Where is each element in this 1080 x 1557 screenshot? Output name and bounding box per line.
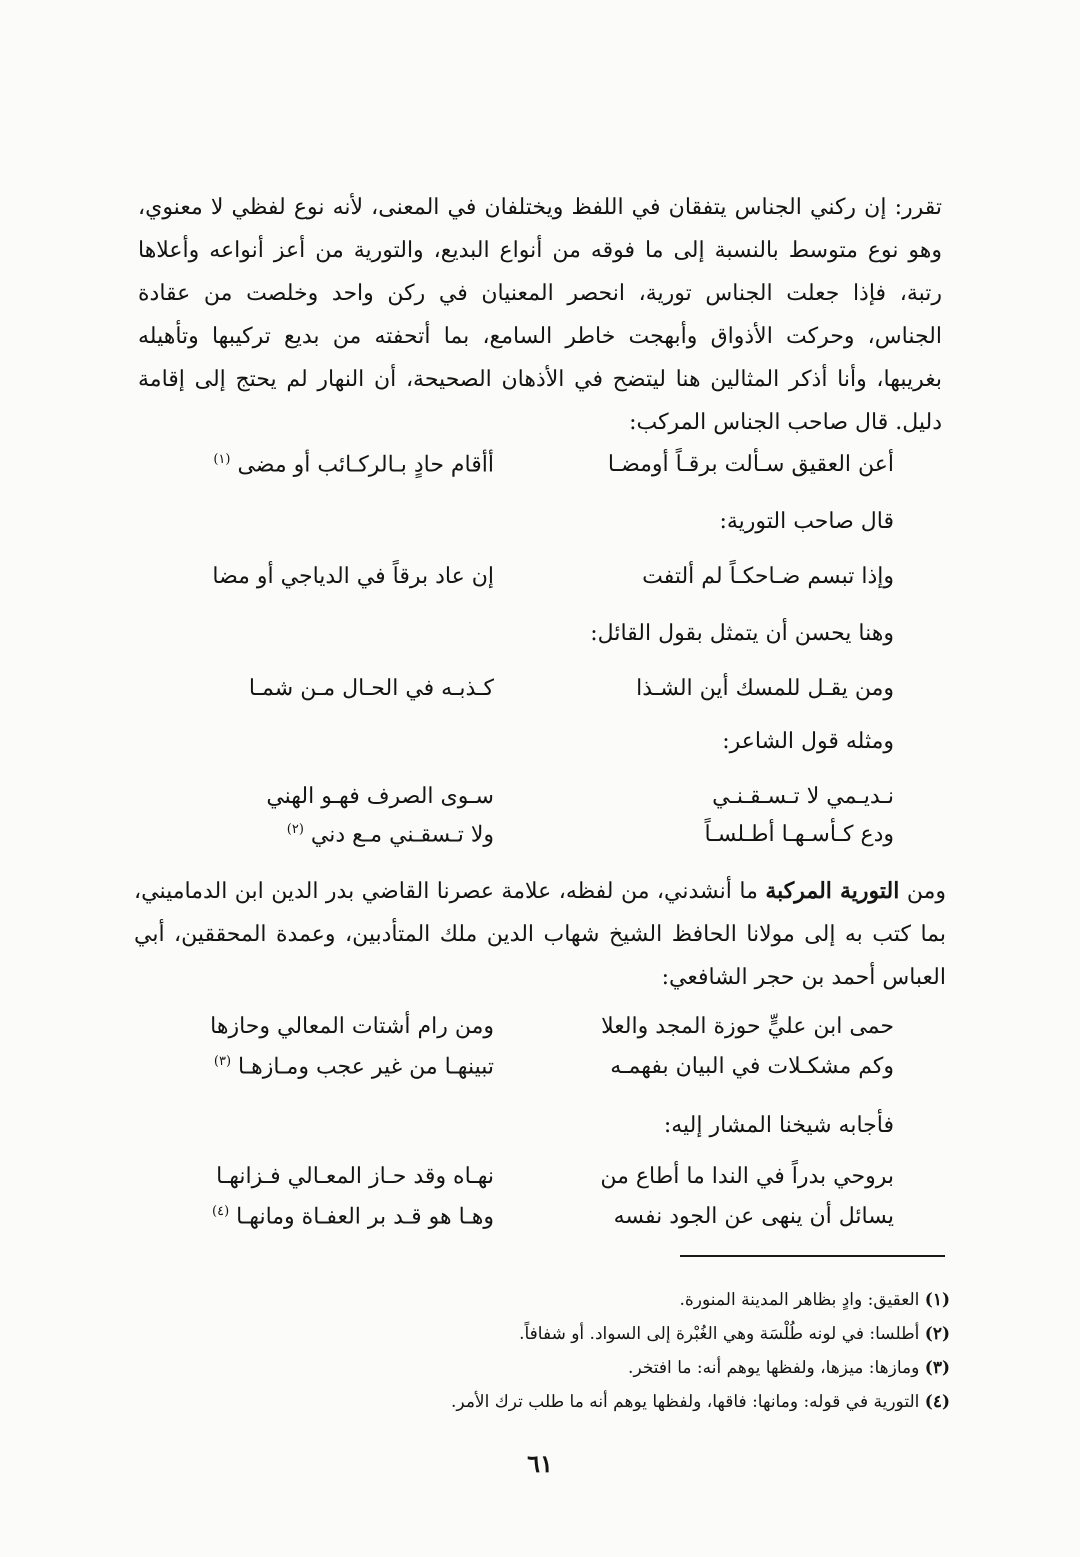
verse-line bbox=[0, 822, 1080, 862]
verse-second-hemistich: نهـاه وقد حـاز المعـالي فـزانهـا bbox=[216, 1164, 494, 1189]
section-label: ومثله قول الشاعر: bbox=[722, 729, 894, 754]
footnote-number: (٣) bbox=[924, 1358, 950, 1378]
verse-first-hemistich: ومن يقـل للمسك أين الشـذا bbox=[636, 676, 894, 701]
verse-second-hemistich bbox=[74, 452, 494, 477]
verse-second-hemistich bbox=[74, 1204, 494, 1229]
paragraph-rest: ما أنشدني، من لفظه، علامة عصرنا القاضي بدر الدين ابن الدماميني، بما كتب به إلى مولانا الحافظ الشيخ شهاب الدين ملك المتأدبين، وعمدة المحققين، أبي العباس أحمد بن حجر الشافعي: bbox=[134, 879, 946, 990]
verse-first-hemistich: وكم مشكـلات في البيان بفهمـه bbox=[610, 1054, 894, 1079]
example-paragraph bbox=[134, 870, 946, 999]
verse-line bbox=[0, 1164, 1080, 1204]
verse-line bbox=[0, 1054, 1080, 1094]
footnote-number: (٤) bbox=[924, 1392, 950, 1412]
verse-second-hemistich: سـوى الصرف فهـو الهني bbox=[266, 784, 494, 809]
hemistich-text: ولا تـسقـني مـع دني bbox=[310, 822, 494, 848]
footnote-text: أطلسا: في لونه طُلْسَة وهي الغُبْرة إلى السواد. أو شفافاً. bbox=[519, 1324, 925, 1344]
footnote bbox=[519, 1320, 950, 1348]
footnote-marker: (٢) bbox=[286, 822, 304, 837]
verse-second-hemistich bbox=[74, 822, 494, 847]
verse-first-hemistich: نـديـمي لا تـسـقـنـي bbox=[712, 784, 894, 809]
verse-line bbox=[0, 784, 1080, 824]
footnote-number: (٢) bbox=[924, 1324, 950, 1344]
footnote-text: ومازها: ميزها، ولفظها يوهم أنه: ما افتخر. bbox=[628, 1358, 925, 1378]
verse-first-hemistich: وإذا تبسم ضـاحكـاً لم ألتفت bbox=[642, 564, 894, 589]
footnote-marker: (٣) bbox=[213, 1054, 232, 1069]
bold-term: التورية المركبة bbox=[765, 878, 900, 904]
page-number: ٦١ bbox=[527, 1449, 553, 1478]
intro-paragraph: تقرر: إن ركني الجناس يتفقان في اللفظ ويختلفان في المعنى، لأنه نوع لفظي لا معنوي، وهو نوع متوسط بالنسبة إلى ما فوقه من أنواع البديع، والتورية من أعز أنواعه وأعلاها رتبة، فإذا جعلت الجناس تورية، انحصر المعنيان في ركن واحد وخلصت من عقادة الجناس، وحركت الأذواق وأبهجت خاطر السامع، بما أتحفته من بديع تركيبها وتأهيله بغريبها، وأنا أذكر المثالين هنا ليتضح في الأذهان الصحيحة، أن النهار لم يحتج إلى إقامة دليل. قال صاحب الجناس المركب: bbox=[138, 195, 942, 435]
hemistich-text: تبينهـا من غير عجب ومـازهـا bbox=[238, 1054, 494, 1080]
paragraph-lead: ومن bbox=[906, 879, 947, 904]
verse-first-hemistich: بروحي بدراً في الندا ما أطاع من bbox=[600, 1164, 894, 1189]
hemistich-text: أأقام حادٍ بـالركـائب أو مضى bbox=[237, 452, 494, 478]
section-label: وهنا يحسن أن يتمثل بقول القائل: bbox=[590, 621, 894, 646]
verse-line bbox=[0, 1204, 1080, 1244]
verse-line bbox=[0, 564, 1080, 604]
verse-second-hemistich: كـذبـه في الحـال مـن شمـا bbox=[248, 676, 494, 701]
footnote-marker: (٤) bbox=[212, 1204, 230, 1219]
footnote bbox=[451, 1388, 950, 1416]
verse-first-hemistich: يسائل أن ينهى عن الجود نفسه bbox=[613, 1204, 894, 1229]
verse-line bbox=[0, 676, 1080, 716]
footnote-text: التورية في قوله: ومانها: فاقها، ولفظها يوهم أنه ما طلب ترك الأمر. bbox=[451, 1392, 925, 1412]
verse-line bbox=[0, 452, 1080, 492]
footnote bbox=[680, 1286, 951, 1314]
footnote-number: (١) bbox=[924, 1290, 950, 1310]
footnote-separator bbox=[680, 1255, 945, 1257]
verse-first-hemistich: أعن العقيق سـألت برقـاً أومضـا bbox=[607, 452, 894, 477]
footnote-text: العقيق: وادٍ بظاهر المدينة المنورة. bbox=[679, 1290, 925, 1310]
verse-second-hemistich: إن عاد برقاً في الدياجي أو مضا bbox=[212, 564, 494, 589]
footnote bbox=[628, 1354, 950, 1382]
section-label: قال صاحب التورية: bbox=[719, 509, 894, 534]
verse-first-hemistich: ودع كـأسـهـا أطـلسـاً bbox=[704, 822, 894, 847]
hemistich-text: وهـا هو قـد بر العفـاة ومانهـا bbox=[236, 1204, 494, 1230]
verse-second-hemistich bbox=[74, 1054, 494, 1079]
verse-second-hemistich: ومن رام أشتات المعالي وحازها bbox=[210, 1014, 494, 1039]
verse-line bbox=[0, 1014, 1080, 1054]
footnote-marker: (١) bbox=[213, 452, 231, 467]
section-label: فأجابه شيخنا المشار إليه: bbox=[663, 1113, 894, 1138]
verse-first-hemistich: حمى ابن عليٍّ حوزة المجد والعلا bbox=[601, 1014, 894, 1039]
